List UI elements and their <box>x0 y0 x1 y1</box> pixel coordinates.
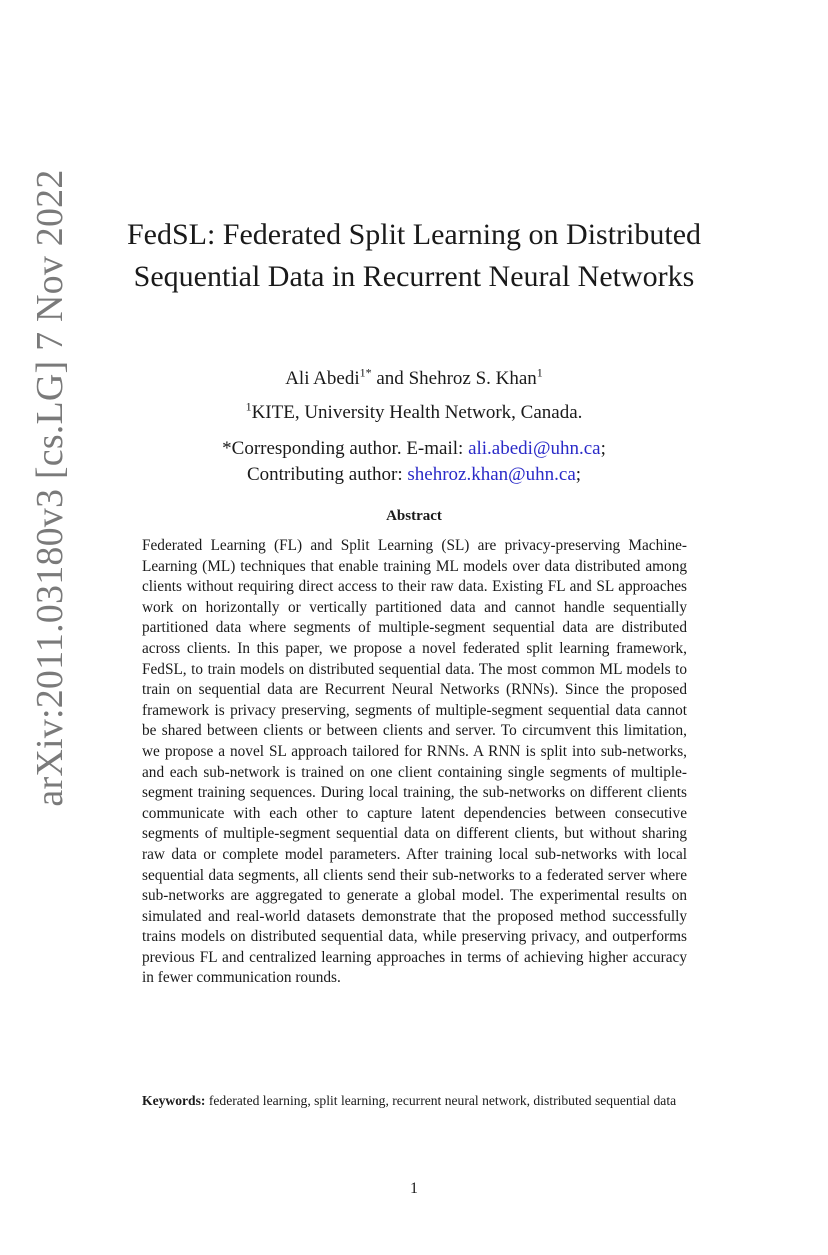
keywords-text: federated learning, split learning, recurrent neural network, distributed sequential data <box>205 1093 677 1108</box>
contributing-author-email-link[interactable]: shehroz.khan@uhn.ca <box>407 464 576 485</box>
contact-block <box>120 436 708 488</box>
author-2-affiliation-mark: 1 <box>536 365 543 380</box>
corresponding-author-label: *Corresponding author. E-mail: <box>222 438 469 459</box>
keywords-label: Keywords: <box>142 1093 206 1108</box>
author-name-2: Shehroz S. Khan <box>408 368 537 389</box>
author-name-1: Ali Abedi <box>285 368 360 389</box>
contributing-author-label: Contributing author: <box>246 464 408 485</box>
affiliation <box>120 400 708 426</box>
page-number: 1 <box>410 1180 418 1197</box>
contact-separator-1: ; <box>600 438 606 459</box>
corresponding-author-email-link[interactable]: ali.abedi@uhn.ca <box>468 438 601 459</box>
keywords-section <box>142 1092 687 1110</box>
author-line <box>120 366 708 392</box>
abstract-text: Federated Learning (FL) and Split Learning (SL) are privacy-preserving Machine-Learning (ML) techniques that enable training ML models over data distributed among clients without requiring direct access to their raw data. Existing FL and SL approaches work on horizontally or vertically partitioned data and cannot handle sequentially partitioned data where segments of multiple-segment sequential data are distributed across clients. In this paper, we propose a novel federated split learning framework, FedSL, to train models on distributed sequential data. The most common ML models to train on sequential data are Recurrent Neural Networks (RNNs). Since the proposed framework is privacy preserving, segments of multiple-segment sequential data cannot be shared between clients or between clients and server. To circumvent this limitation, we propose a novel SL approach tailored for RNNs. A RNN is split into sub-networks, and each sub-network is trained on one client containing single segments of multiple-segment training sequences. During local training, the sub-networks on different clients communicate with each other to capture latent dependencies between consecutive segments of multiple-segment sequential data on different clients, but without sharing raw data or complete model parameters. After training local sub-networks with local sequential data segments, all clients send their sub-networks to a federated server where sub-networks are aggregated to generate a global model. The experimental results on simulated and real-world datasets demonstrate that the proposed method successfully trains models on distributed sequential data, while preserving privacy, and outperforms previous FL and centralized learning approaches in terms of achieving higher accuracy in fewer communication rounds. <box>142 537 687 987</box>
author-1-affiliation-mark: 1* <box>359 365 372 380</box>
contributing-author-line <box>120 462 708 488</box>
affiliation-mark: 1 <box>245 399 252 414</box>
abstract-heading: Abstract <box>386 508 442 524</box>
contact-separator-2: ; <box>575 464 582 485</box>
affiliation-text: KITE, University Health Network, Canada. <box>251 402 583 423</box>
paper-title: FedSL: Federated Split Learning on Distributed Sequential Data in Recurrent Neural Networks <box>126 218 702 293</box>
corresponding-author-line <box>120 436 708 462</box>
arxiv-identifier-stamp: arXiv:2011.03180v3 [cs.LG] 7 Nov 2022 <box>29 169 71 807</box>
author-connector: and <box>371 368 409 389</box>
